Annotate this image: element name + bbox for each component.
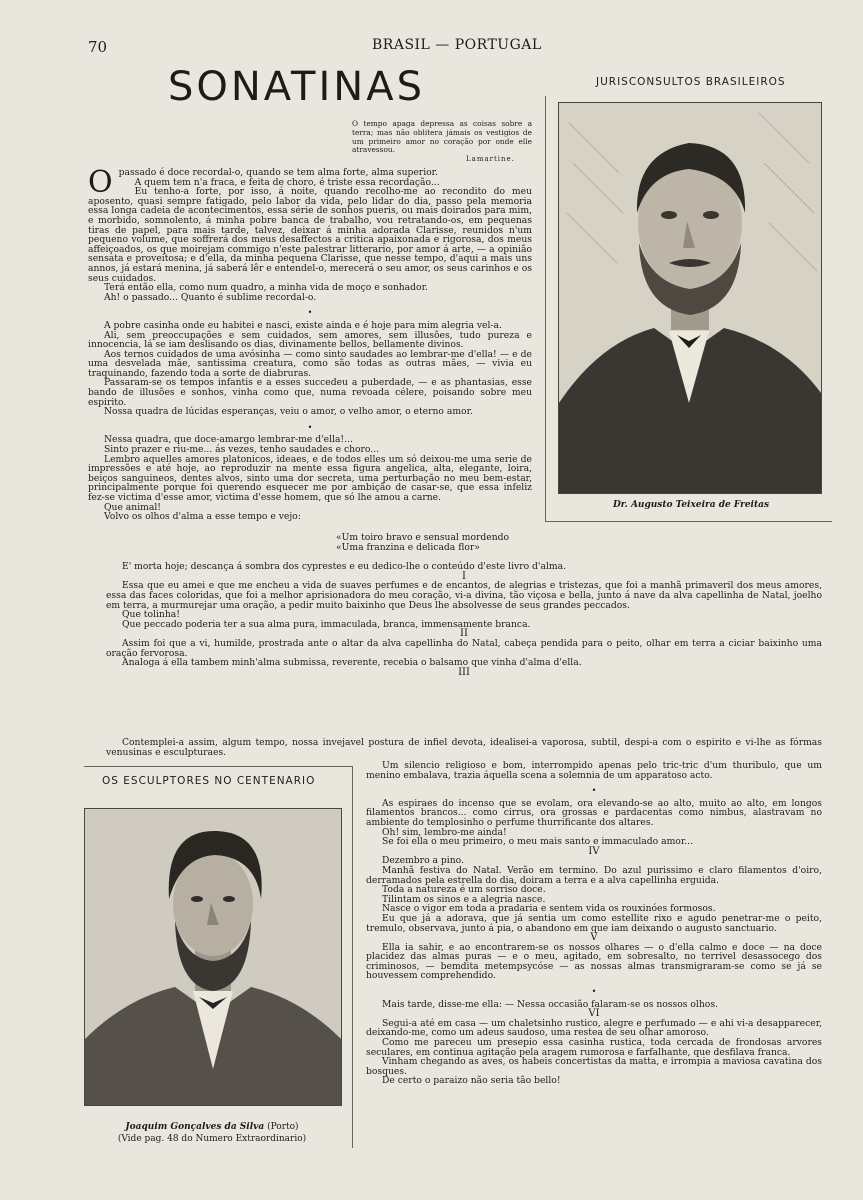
paragraph: Terá então ella, como num quadro, a minha vida de moço e sonhador.	[104, 282, 428, 294]
paragraph: Nossa quadra de lúcidas esperanças, veiu o amor, o velho amor, o eterno amor.	[104, 406, 473, 418]
running-title: BRASIL — PORTUGAL	[372, 37, 542, 53]
separator-dot: •	[591, 987, 597, 997]
paragraph: Vinham chegando as aves, os habeis concertistas da matta, e irrompia a maviosa cavatina dos bosques.	[366, 1056, 822, 1077]
paragraph: A quem tem n'a fraca, e feita de choro, é triste essa recordação...	[134, 176, 440, 188]
paragraph: Aos ternos cuidados de uma avósinha — como sinto saudades ao lembrar-me d'ella! — e de uma desvelada mãe, santissima creatura, como são todas as outras mães, — vivia eu traquinando, fazendo toda a sorte de diabruras.	[88, 348, 532, 379]
separator-dot: •	[307, 422, 313, 432]
paragraph: A pobre casinha onde eu habitei e nasci, existe ainda e é hoje para mim alegria vel-a.	[104, 319, 502, 331]
verse-line: «Um toiro bravo e sensual mordendo	[336, 532, 510, 543]
paragraph: Contemplei-a assim, algum tempo, nossa invejavel postura de infiel devota, idealisei-a vaporosa, subtil, despi-a com o espirito e vi-lhe as fórmas venusinas e esculpturaes.	[106, 737, 822, 758]
paragraph: Mais tarde, disse-me ella: — Nessa occasião falaram-se os nossos olhos.	[382, 998, 718, 1010]
article-full-width	[106, 533, 822, 677]
separator-dot: •	[591, 786, 597, 796]
paragraph: Analoga á ella tambem minh'alma submissa, reverente, recebia o balsamo que vinha d'alma d'ella.	[122, 657, 582, 669]
paragraph: Dezembro a pino.	[382, 855, 464, 867]
paragraph: Que peccado poderia ter a sua alma pura, immaculada, branca, immensamente branca.	[122, 618, 531, 630]
paragraph: Toda a natureza é um sorriso doce.	[382, 884, 546, 896]
sculptor-photo-icon	[85, 809, 341, 1105]
paragraph: Manhã festiva do Natal. Verão em termino. Do azul purissimo e claro filamentos d'oiro, derramados pela estrella do dia, doiram a terra e a alva capellinha erguida.	[366, 864, 822, 886]
separator-dot: •	[307, 308, 313, 318]
paragraph: De certo o paraizo não seria tão bello!	[382, 1075, 561, 1087]
paragraph: Que animal!	[104, 501, 161, 513]
paragraph: Nessa quadra, que doce-amargo lembrar-me d'ella!...	[104, 434, 353, 446]
paragraph: Nasce o vigor em toda a pradaria e sentem vida os rouxinóes formosos.	[382, 903, 716, 915]
section-numeral: V	[590, 932, 598, 944]
verse-line: «Uma franzina e delicada flor»	[336, 541, 480, 553]
caption-note: (Vide pag. 48 do Numero Extraordinario)	[117, 1134, 307, 1144]
paragraph: Lembro aquelles amores platonicos, ideaes, e de todos elles um só deixou-me uma serie de impressões e até hoje, ao reproduzir na mente essa figura angelica, alta, elegante, loira, beiços sanguineos, dentes alvos, sinto uma dor secreta, uma perturbação no meu bem-estar, principalmente porque foi querendo esquecer me por ambição de casar-se, que essa infeliz fez-se victima d'esse amor, victima d'esse homem, que só lhe amou a carne.	[88, 453, 532, 503]
section-numeral: I	[462, 570, 466, 582]
paragraph: Se foi ella o meu primeiro, o meu mais santo e immaculado amor...	[382, 836, 693, 848]
portrait-engraving	[558, 102, 822, 494]
section-numeral: IV	[588, 845, 600, 857]
article-title: SONATINAS	[168, 64, 425, 110]
paragraph: Como me pareceu um presepio essa casinha rustica, toda cercada de frondosas arvores seculares, em continua agitação pela aragem rumorosa e farfalhante, que desfilava franca.	[366, 1037, 822, 1058]
paragraph: Eu que já a adorava, que já sentia um como estellite rixo e agudo penetrar-me o peito, tremulo, observava, junto á pia, o abandono em que iam deixando o augusto sanctuario.	[366, 912, 822, 934]
article-intro-column	[88, 165, 532, 523]
section-label-esculptores: OS ESCULPTORES NO CENTENARIO	[102, 775, 316, 787]
paragraph: passado é doce recordal-o, quando se tem alma forte, alma superior.	[118, 167, 438, 178]
epigraph-author: Lamartine.	[466, 155, 515, 163]
section-numeral: II	[460, 628, 468, 640]
paragraph: Oh! sim, lembro-me ainda!	[382, 826, 507, 838]
sculptor-photograph	[84, 808, 342, 1106]
drop-cap: O	[88, 165, 113, 200]
column-rule	[352, 766, 353, 1148]
paragraph: Eu tenho-a forte, por isso, á noite, quando recolho-me ao recondito do meu aposento, quasi sempre fatigado, pelo labor da vida, pelo lidar do dia, passo pela memoria essa longa cadeia de acontecimentos, essa série de sonhos pueris, ou mais doirados para mim, e morbido, somnolento, á minha pobre banca de trabalho, vou retratando-os, em pequenas tiras de papel, para mais tarde, talvez, deixar á minha adorada Clarisse, reunidos n'um pequeno volume, que soffrerá dos meus desaffectos a critica apaixonada e rigorosa, dos meus affeiçoados, os que moirejam commigo n'este palestrar litterario, por amor á arte, — a opinião sensata e proveitosa; e d'ella, da minha pequena Clarisse, que nesse tempo, d'aqui a mais uns annos, já estará menina, já saberá lêr e entendel-o, merecerá o seu amor, os seus carinhos e os seus cuidados.	[88, 186, 532, 284]
portrait-illustration-icon	[559, 103, 821, 493]
paragraph: Um silencio religioso e bom, interrompido apenas pelo tric-tric d'um thuribulo, que um menino embalava, trazia áquella scena a solemnia de um apparatoso acto.	[366, 760, 822, 781]
paragraph: Passaram-se os tempos infantis e a esses succedeu a puberdade, — e as phantasias, esse bando de illusões e sonhos, vinha como que, numa revoada célere, poisando sobre meu espirito.	[88, 377, 532, 408]
paragraph: Tilintam os sinos e a alegria nasce.	[382, 893, 546, 905]
page-number: 70	[88, 38, 108, 56]
section-numeral: III	[458, 666, 470, 678]
paragraph: Ella ia sahir, e ao encontrarem-se os nossos olhares — o d'ella calmo e doce — na doce placidez das almas puras — e o meu, agitado, em sobresalto, no terrivel desassocego dos criminosos, — bemdita metempsycóse — as nossas almas transmigraram-se como se já se houvessem comprehendido.	[366, 941, 822, 982]
article-right-column	[366, 761, 822, 1086]
verse-quote	[106, 533, 822, 552]
paragraph: Que tolinha!	[122, 609, 180, 621]
paragraph: Volvo os olhos d'alma a esse tempo e vejo:	[104, 511, 301, 523]
caption-place: (Porto)	[267, 1122, 299, 1132]
section-three-lead	[106, 738, 822, 757]
paragraph: Ali, sem preoccupações e sem cuidados, sem amores, sem illusões, tudo pureza e innocencia, lá se iam deslisando os dias, divinamente bellos, bellamente divinos.	[88, 329, 532, 351]
column-rule	[545, 96, 546, 521]
portrait-caption: Dr. Augusto Teixeira de Freitas	[612, 500, 770, 510]
caption-name: Joaquim Gonçalves da Silva	[125, 1122, 265, 1132]
column-rule	[84, 766, 352, 767]
column-rule	[545, 521, 832, 522]
sculptor-caption	[84, 1121, 340, 1145]
paragraph: As espiraes do incenso que se evolam, ora elevando-se ao alto, muito ao alto, em longos filamentos brancos... como cirrus, ora grossas e pardacentas como nimbus, alastravam no ambiente do templosinho o perfume thurrificante dos altares.	[366, 797, 822, 828]
section-numeral: VI	[588, 1008, 600, 1020]
paragraph: Essa que eu amei e que me encheu a vida de suaves perfumes e de encantos, de alegrias e tristezas, que foi a manhã primaveril dos meus amores, essa das faces coloridas, que foi a melhor aprisionadora do meu coração, vi-a divina, tão viçosa e bella, junto á nave da alva capellinha de Natal, joelho em terra, a murmurejar uma oração, a pedir muito baixinho que Deus lhe absolvesse de seus grandes peccados.	[106, 580, 822, 611]
paragraph: Segui-a até em casa — um chaletsinho rustico, alegre e perfumado — e ahi vi-a desapparecer, deixando-me, como um adeus saudoso, uma restea de seu olhar amoroso.	[366, 1017, 822, 1039]
section-label-jurisconsultos: JURISCONSULTOS BRASILEIROS	[596, 76, 786, 88]
paragraph: Assim foi que a vi, humilde, prostrada ante o altar da alva capellinha do Natal, cabeça pendida para o peito, olhar em terra a ciciar baixinho uma oração fervorosa.	[106, 637, 822, 659]
paragraph: Ah! o passado... Quanto é sublime recordal-o.	[104, 291, 317, 303]
epigraph: O tempo apaga depressa as coisas sobre a terra; mas não oblitera jámais os vestigios de um primeiro amor no coração por onde elle atravessou.	[352, 119, 532, 155]
dedication: E' morta hoje; descança á sombra dos cyprestes e eu dedico-lhe o conteúdo d'este livro d'alma.	[122, 561, 566, 573]
paragraph: Sinto prazer e riu-me... ás vezes, tenho saudades e choro...	[104, 444, 380, 456]
